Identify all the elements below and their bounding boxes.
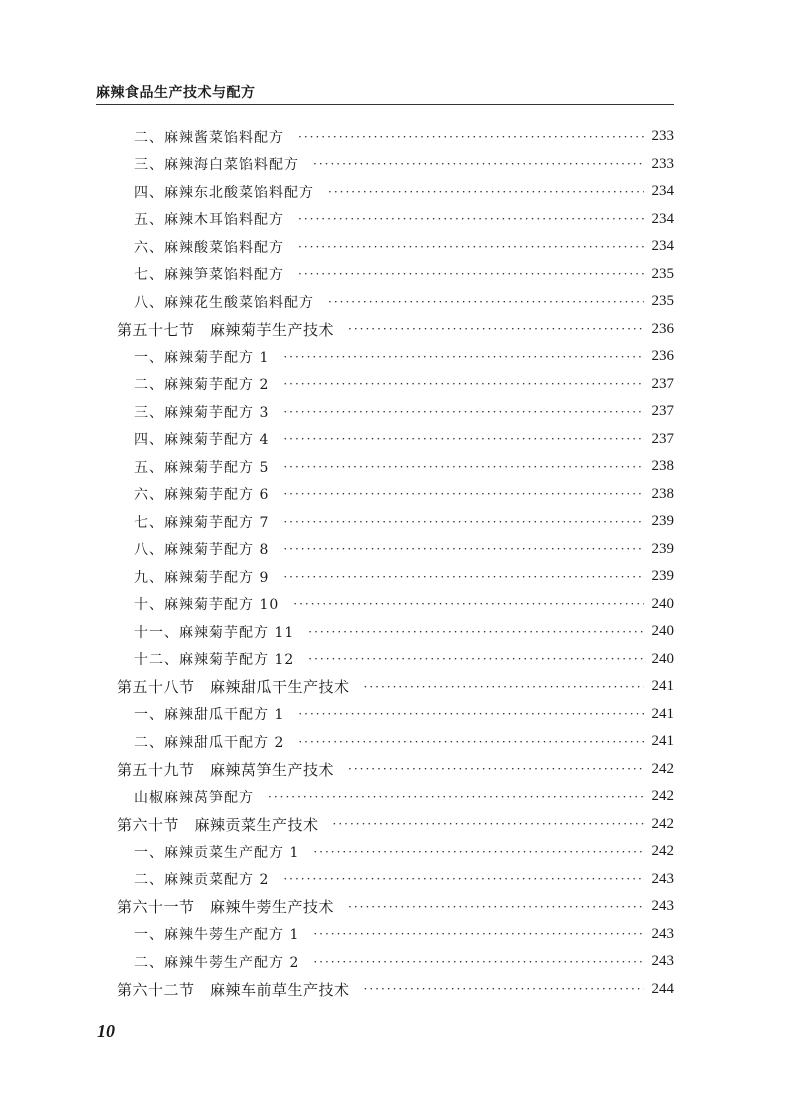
- dot-leader: [308, 625, 643, 639]
- dot-leader: [348, 900, 643, 914]
- toc-label: 十一、麻辣菊芋配方 11: [134, 624, 295, 641]
- toc-page-number: 243: [651, 953, 674, 970]
- toc-entry-row: [0, 426, 674, 454]
- toc-label: 第六十节 麻辣贡菜生产技术: [117, 815, 319, 834]
- dot-leader: [328, 295, 644, 309]
- toc-page-number: 233: [651, 155, 674, 172]
- dot-leader: [348, 322, 643, 336]
- toc-page-number: 238: [651, 458, 674, 475]
- toc-entry-row: [0, 838, 674, 866]
- toc-entry-row: [0, 343, 674, 371]
- toc-page-number: 240: [651, 623, 674, 640]
- toc-label: 一、麻辣贡菜生产配方 1: [134, 844, 300, 861]
- toc-label: 二、麻辣菊芋配方 2: [134, 377, 270, 394]
- dot-leader: [283, 432, 643, 446]
- toc-entry-row: [0, 591, 674, 619]
- toc-entry-row: [0, 783, 674, 811]
- dot-leader: [283, 350, 643, 364]
- toc-page-number: 236: [651, 348, 674, 365]
- book-title: 麻辣食品生产技术与配方: [96, 85, 256, 101]
- toc-page-number: 234: [651, 238, 674, 255]
- toc-label: 四、麻辣菊芋配方 4: [134, 432, 270, 449]
- toc-label: 第五十八节 麻辣甜瓜干生产技术: [117, 678, 350, 697]
- dot-leader: [298, 707, 643, 721]
- toc-label: 第五十九节 麻辣莴笋生产技术: [117, 760, 335, 779]
- toc-label: 八、麻辣花生酸菜馅料配方: [134, 294, 314, 311]
- dot-leader: [364, 680, 644, 694]
- toc-section-row: [0, 756, 674, 784]
- toc-page-number: 234: [651, 210, 674, 227]
- toc-page-number: 238: [651, 485, 674, 502]
- toc-page-number: 242: [651, 815, 674, 832]
- dot-leader: [313, 927, 643, 941]
- dot-leader: [348, 762, 643, 776]
- dot-leader: [364, 982, 644, 996]
- toc-label: 一、麻辣牛蒡生产配方 1: [134, 927, 300, 944]
- toc-label: 五、麻辣菊芋配方 5: [134, 459, 270, 476]
- toc-label: 六、麻辣菊芋配方 6: [134, 487, 270, 504]
- toc-page-number: 241: [651, 705, 674, 722]
- toc-label: 六、麻辣酸菜馅料配方: [134, 239, 284, 256]
- toc-entry-row: [0, 618, 674, 646]
- dot-leader: [298, 212, 644, 226]
- toc-page-number: 241: [651, 733, 674, 750]
- toc-entry-row: [0, 206, 674, 234]
- toc-page-number: 233: [651, 128, 674, 145]
- toc-label: 山椒麻辣莴笋配方: [134, 789, 254, 806]
- toc-label: 三、麻辣海白菜馅料配方: [134, 157, 299, 174]
- toc-section-row: [0, 673, 674, 701]
- dot-leader: [283, 405, 643, 419]
- toc-label: 九、麻辣菊芋配方 9: [134, 569, 270, 586]
- running-header: [96, 82, 674, 105]
- toc-label: 七、麻辣菊芋配方 7: [134, 514, 270, 531]
- toc-page-number: 234: [651, 183, 674, 200]
- toc-section-row: [0, 976, 674, 1004]
- dot-leader: [313, 157, 644, 171]
- toc-entry-row: [0, 398, 674, 426]
- toc-entry-row: [0, 481, 674, 509]
- toc-section-row: [0, 316, 674, 344]
- toc-label: 十、麻辣菊芋配方 10: [134, 597, 280, 614]
- dot-leader: [308, 652, 643, 666]
- toc-section-row: [0, 811, 674, 839]
- toc-page-number: 243: [651, 870, 674, 887]
- toc-label: 七、麻辣笋菜馅料配方: [134, 267, 284, 284]
- dot-leader: [298, 267, 644, 281]
- dot-leader: [283, 872, 643, 886]
- toc-entry-row: [0, 536, 674, 564]
- toc-label: 二、麻辣牛蒡生产配方 2: [134, 954, 300, 971]
- toc-label: 一、麻辣甜瓜干配方 1: [134, 707, 285, 724]
- table-of-contents: [0, 123, 790, 1003]
- toc-entry-row: [0, 563, 674, 591]
- dot-leader: [328, 185, 644, 199]
- toc-entry-row: [0, 948, 674, 976]
- toc-entry-row: [0, 508, 674, 536]
- dot-leader: [283, 487, 643, 501]
- dot-leader: [283, 377, 643, 391]
- toc-label: 一、麻辣菊芋配方 1: [134, 349, 270, 366]
- toc-label: 二、麻辣甜瓜干配方 2: [134, 734, 285, 751]
- toc-label: 第六十一节 麻辣牛蒡生产技术: [117, 898, 335, 917]
- toc-page-number: 240: [651, 595, 674, 612]
- toc-entry-row: [0, 646, 674, 674]
- toc-label: 二、麻辣酱菜馅料配方: [134, 129, 284, 146]
- toc-page-number: 239: [651, 568, 674, 585]
- dot-leader: [298, 240, 644, 254]
- dot-leader: [283, 570, 643, 584]
- toc-label: 三、麻辣菊芋配方 3: [134, 404, 270, 421]
- toc-entry-row: [0, 178, 674, 206]
- dot-leader: [333, 817, 644, 831]
- dot-leader: [293, 597, 643, 611]
- toc-entry-row: [0, 123, 674, 151]
- toc-page-number: 237: [651, 375, 674, 392]
- toc-page-number: 237: [651, 403, 674, 420]
- toc-label: 四、麻辣东北酸菜馅料配方: [134, 184, 314, 201]
- toc-entry-row: [0, 233, 674, 261]
- toc-page-number: 244: [651, 980, 674, 997]
- toc-page-number: 241: [651, 678, 674, 695]
- toc-page-number: 243: [651, 925, 674, 942]
- toc-page-number: 242: [651, 788, 674, 805]
- toc-label: 五、麻辣木耳馅料配方: [134, 212, 284, 229]
- toc-page-number: 239: [651, 513, 674, 530]
- toc-page-number: 235: [651, 293, 674, 310]
- dot-leader: [268, 790, 644, 804]
- toc-label: 八、麻辣菊芋配方 8: [134, 542, 270, 559]
- toc-section-row: [0, 893, 674, 921]
- toc-page-number: 240: [651, 650, 674, 667]
- toc-label: 第五十七节 麻辣菊芋生产技术: [117, 320, 335, 339]
- toc-entry-row: [0, 866, 674, 894]
- dot-leader: [298, 130, 644, 144]
- dot-leader: [283, 515, 643, 529]
- toc-page-number: 239: [651, 540, 674, 557]
- toc-label: 第六十二节 麻辣车前草生产技术: [117, 980, 350, 999]
- toc-entry-row: [0, 701, 674, 729]
- dot-leader: [283, 542, 643, 556]
- toc-entry-row: [0, 151, 674, 179]
- toc-page-number: 243: [651, 898, 674, 915]
- toc-page-number: 242: [651, 843, 674, 860]
- dot-leader: [313, 845, 643, 859]
- toc-page-number: 236: [651, 320, 674, 337]
- toc-page-number: 237: [651, 430, 674, 447]
- dot-leader: [298, 735, 643, 749]
- toc-entry-row: [0, 453, 674, 481]
- toc-entry-row: [0, 728, 674, 756]
- toc-entry-row: [0, 921, 674, 949]
- toc-page-number: 235: [651, 265, 674, 282]
- toc-entry-row: [0, 261, 674, 289]
- dot-leader: [313, 955, 643, 969]
- toc-entry-row: [0, 371, 674, 399]
- toc-label: 二、麻辣贡菜配方 2: [134, 872, 270, 889]
- toc-page-number: 242: [651, 760, 674, 777]
- page-number: 10: [97, 1021, 115, 1041]
- toc-entry-row: [0, 288, 674, 316]
- dot-leader: [283, 460, 643, 474]
- toc-label: 十二、麻辣菊芋配方 12: [134, 652, 295, 669]
